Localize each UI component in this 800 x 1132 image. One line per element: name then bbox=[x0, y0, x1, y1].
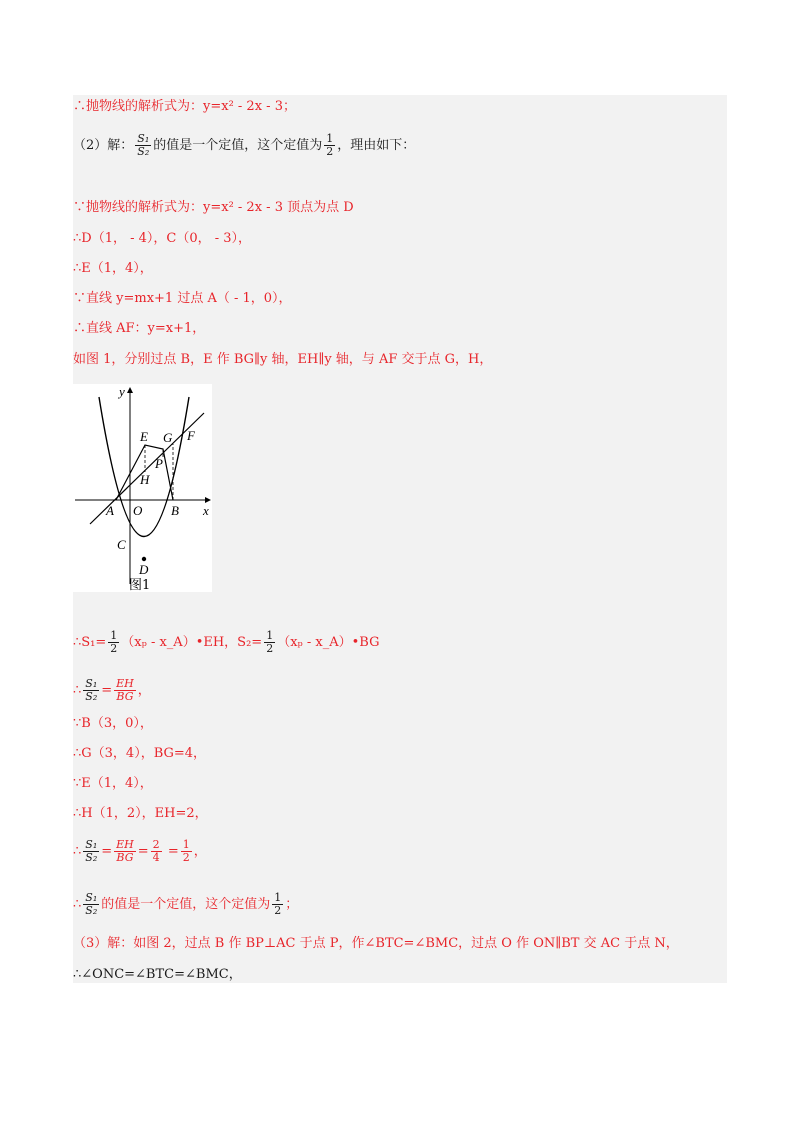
figure-caption: 图1 bbox=[129, 578, 151, 592]
line-figure1-construction: 如图 1，分别过点 B，E 作 BG∥y 轴，EH∥y 轴，与 AF 交于点 G，H， bbox=[73, 352, 493, 367]
line-point-e: ∴E（1，4）， bbox=[73, 261, 153, 276]
figure-1 bbox=[73, 384, 212, 592]
line-area-expressions: ∴S₁= $\frac{1}{2}$ （xₚ - x_A）•EH，S₂= $\frac{1}{2}$ （xₚ - x_A）•BG bbox=[73, 629, 380, 655]
line-af-equation: ∴直线 AF：y=x+1， bbox=[73, 321, 206, 336]
line-ratio-value: ∴ $\frac{\text{S₁}}{\text{S₂}}$ = $\frac{EH}{BG}$ = $\frac{2}{4}$ = $\frac{1}{2}$ ， bbox=[73, 838, 207, 864]
line-angle-equality: ∴∠ONC=∠BTC=∠BMC， bbox=[73, 967, 242, 982]
line-line-through-a: ∵直线 y=mx+1 过点 A（ - 1，0）， bbox=[73, 291, 292, 306]
label-d: D bbox=[139, 562, 149, 577]
label-b: B bbox=[171, 503, 179, 518]
label-h: H bbox=[140, 472, 150, 487]
label-c: C bbox=[117, 537, 126, 552]
fraction-s1-s2: $\frac{\text{S₁}}{\text{S₂}}$ bbox=[137, 132, 150, 158]
line-point-g: ∴G（3，4），BG=4， bbox=[73, 746, 207, 761]
vertex-d-dot bbox=[142, 557, 146, 561]
label-y: y bbox=[119, 384, 125, 399]
line-point-h: ∴H（1，2），EH=2， bbox=[73, 806, 208, 821]
line-vertex: ∵抛物线的解析式为：y=x² - 2x - 3 顶点为点 D bbox=[73, 200, 354, 215]
line-part3-construction: （3）解：如图 2，过点 B 作 BP⊥AC 于点 P，作∠BTC=∠BMC，过点 O 作 ON∥BT 交 AC 于点 N， bbox=[73, 936, 679, 951]
label-e: E bbox=[140, 429, 148, 444]
solution-sheet bbox=[73, 95, 727, 983]
line-conclusion-part2: ∴ $\frac{\text{S₁}}{\text{S₂}}$ 的值是一个定值，这个定值为 $\frac{1}{2}$ ； bbox=[73, 891, 299, 917]
line-part2-claim: （2）解： $\frac{\text{S₁}}{\text{S₂}}$ 的值是一个定值，这个定值为 $\frac{1}{2}$ ，理由如下： bbox=[73, 132, 416, 158]
line-parabola-equation: ∴抛物线的解析式为：y=x² - 2x - 3； bbox=[73, 99, 296, 114]
parabola-diagram bbox=[73, 384, 212, 592]
label-o: O bbox=[133, 503, 143, 518]
label-a: A bbox=[106, 503, 114, 518]
label-x: x bbox=[203, 503, 209, 518]
label-p: P bbox=[155, 456, 163, 471]
line-points-d-c: ∴D（1， - 4），C（0， - 3）， bbox=[73, 231, 252, 246]
line-point-e-again: ∵E（1，4）， bbox=[73, 776, 153, 791]
label-f: F bbox=[187, 428, 195, 443]
line-point-b: ∵B（3，0）， bbox=[73, 716, 153, 731]
label-g: G bbox=[163, 430, 173, 445]
fraction-one-half: $\frac{1}{2}$ bbox=[326, 132, 334, 158]
line-ratio-eh-bg: ∴ $\frac{\text{S₁}}{\text{S₂}}$ = $\frac{EH}{BG}$ ， bbox=[73, 677, 151, 703]
